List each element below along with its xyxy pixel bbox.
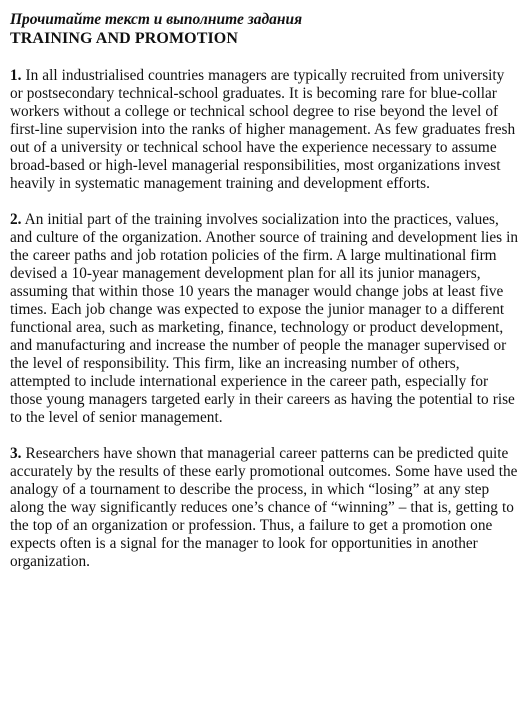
document-page — [10, 10, 520, 589]
paragraph-number: 3. — [10, 445, 22, 462]
paragraph-text: In all industrialised countries managers are typically recruited from university or postsecondary technical-school graduates. It is becoming rare for blue-collar workers without a college or technical school degree to rise beyond the level of first-line supervision into the ranks of higher management. As few graduates fresh out of a university or technical school have the experience necessary to assume broad-based or high-level managerial responsibilities, most organizations invest heavily in systematic management training and development efforts. — [10, 67, 516, 192]
task-instruction: Прочитайте текст и выполните задания — [10, 11, 303, 28]
paragraph-number: 1. — [10, 67, 22, 84]
document-title: TRAINING AND PROMOTION — [10, 30, 238, 47]
paragraph-1 — [10, 67, 520, 193]
paragraph-number: 2. — [10, 211, 22, 228]
paragraph-text: Researchers have shown that managerial career patterns can be predicted quite accurately by the results of these early promotional outcomes. Some have used the analogy of a tournament to describe the process, in which “losing” at any step along the way significantly reduces one’s chance of “winning” – that is, getting to the top of an organization or profession. Thus, a failure to get a promotion one expects often is a signal for the manager to look for opportunities in another organization. — [10, 445, 518, 570]
paragraph-text: An initial part of the training involves socialization into the practices, values, and culture of the organization. Another source of training and development lies in the career paths and job rotation policies of the firm. A large multinational firm devised a 10-year management development plan for all its junior managers, assuming that within those 10 years the manager would change jobs at least five times. Each job change was expected to expose the junior manager to a different functional area, such as marketing, finance, technology or product development, and manufacturing and increase the number of people the manager supervised or the level of responsibility. This firm, like an increasing number of others, attempted to include international experience in the career path, especially for those young managers targeted early in their careers as having the potential to rise to the level of senior management. — [10, 211, 519, 426]
paragraph-2 — [10, 211, 520, 427]
paragraph-3 — [10, 445, 520, 571]
